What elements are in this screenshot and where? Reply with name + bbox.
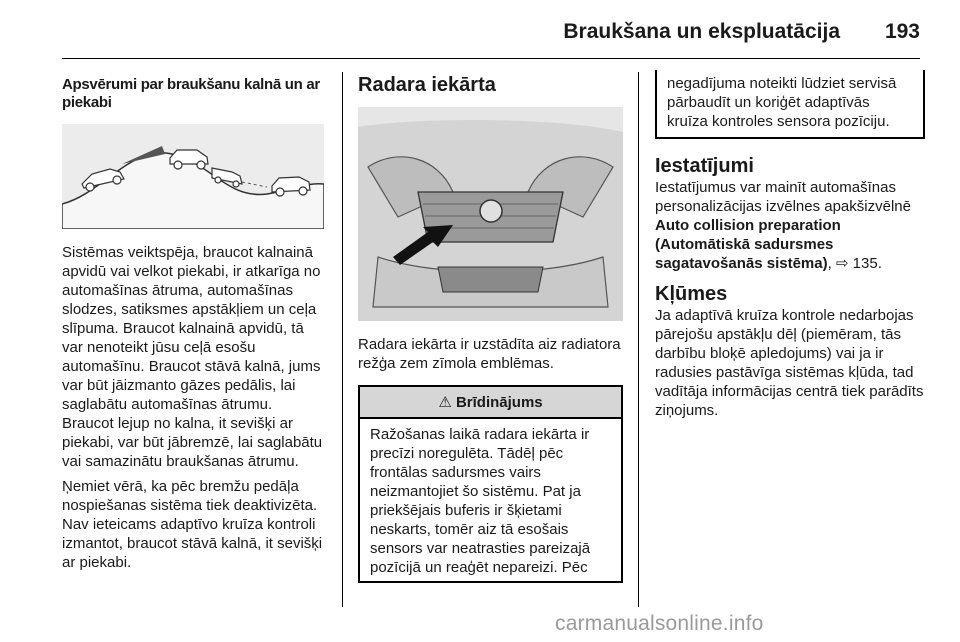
warning-header <box>360 387 621 419</box>
column-divider-2 <box>638 72 639 607</box>
warning-triangle-icon: ⚠ <box>438 394 452 411</box>
hill-paragraph-2: Ņemiet vērā, ka pēc bremžu pedāļa nospiešanas sistēma tiek deaktivizēta. Nav ieteicams adaptīvo kruīza kontroli izmantot, braucot stāvā kalnā, it sevišķi ar piekabi. <box>62 478 323 571</box>
page-number: 193 <box>884 20 920 43</box>
column-1 <box>62 72 327 578</box>
settings-text: Iestatījumus var mainīt automašīnas personalizācijas izvēlnes apakšizvēlnē <box>655 179 911 215</box>
watermark: carmanualsonline.info <box>555 612 764 635</box>
faults-heading: Kļūmes <box>655 283 728 305</box>
warning-box-continued <box>655 70 925 139</box>
page-header <box>40 18 920 48</box>
hill-towing-heading: Apsvērumi par braukšanu kalnā un ar piekabi <box>62 76 320 111</box>
faults-paragraph: Ja adaptīvā kruīza kontrole nedarbojas pārejošu apstākļu dēļ (piemēram, tās darbību bloķē apledojums) vai ja ir radusies pastāvīga sistēmas kļūda, tad vadītāja informācijas centrā tiek parādīts ziņojums. <box>655 307 924 419</box>
column-3 <box>655 72 925 426</box>
warning-title: Brīdinājums <box>455 394 543 411</box>
header-rule <box>62 58 920 59</box>
column-2 <box>358 72 623 583</box>
car-front-image <box>358 107 623 321</box>
settings-paragraph <box>655 178 925 273</box>
hill-cars-image <box>62 124 324 229</box>
hill-paragraph-1: Sistēmas veiktspēja, braucot kalnainā apvidū vai velkot piekabi, ir atkarīga no automašīnas ātruma, automašīnas slodzes, satiksmes apstākļiem un ceļa slīpuma. Braucot kalnainā apvidū, tā var nenoteikt jūsu ceļā esošu automašīnu. Braucot stāvā kalnā, jums var būt jāizmanto gāzes pedālis, lai saglabātu automašīnas ātrumu. Braucot lejup no kalna, it sevišķi ar piekabi, var būt jābremzē, lai saglabātu vai samazinātu braukšanas ātrumu. <box>62 244 323 470</box>
radar-heading: Radara iekārta <box>358 74 496 96</box>
radar-illustration <box>358 107 623 321</box>
column-divider-1 <box>342 72 343 607</box>
warning-body: Ražošanas laikā radara iekārta ir precīzi noregulēta. Tādēļ pēc frontālas sadursmes vairs neizmantojiet šo sistēmu. Pat ja priekšējais buferis ir šķietami neskarts, tomēr aiz tā esošais sensors var neatrasties pareizajā pozīcijā un reaģēt nepareizi. Pēc <box>370 426 591 576</box>
settings-heading: Iestatījumi <box>655 155 754 177</box>
page-title: Braukšana un ekspluatācija <box>563 20 840 43</box>
settings-page-ref[interactable]: , ⇨ 135. <box>827 255 882 272</box>
settings-menu-name: Auto collision preparation (Automātiskā sadursmes sagatavošanās sistēma) <box>655 217 841 272</box>
hill-illustration <box>62 124 324 229</box>
warning-box <box>358 385 623 583</box>
warning-continued-text: negadījuma noteikti lūdziet servisā pārbaudīt un koriģēt adaptīvās kruīza kontroles sensora pozīciju. <box>667 75 897 130</box>
radar-paragraph: Radara iekārta ir uzstādīta aiz radiatora režģa zem zīmola emblēmas. <box>358 336 621 372</box>
